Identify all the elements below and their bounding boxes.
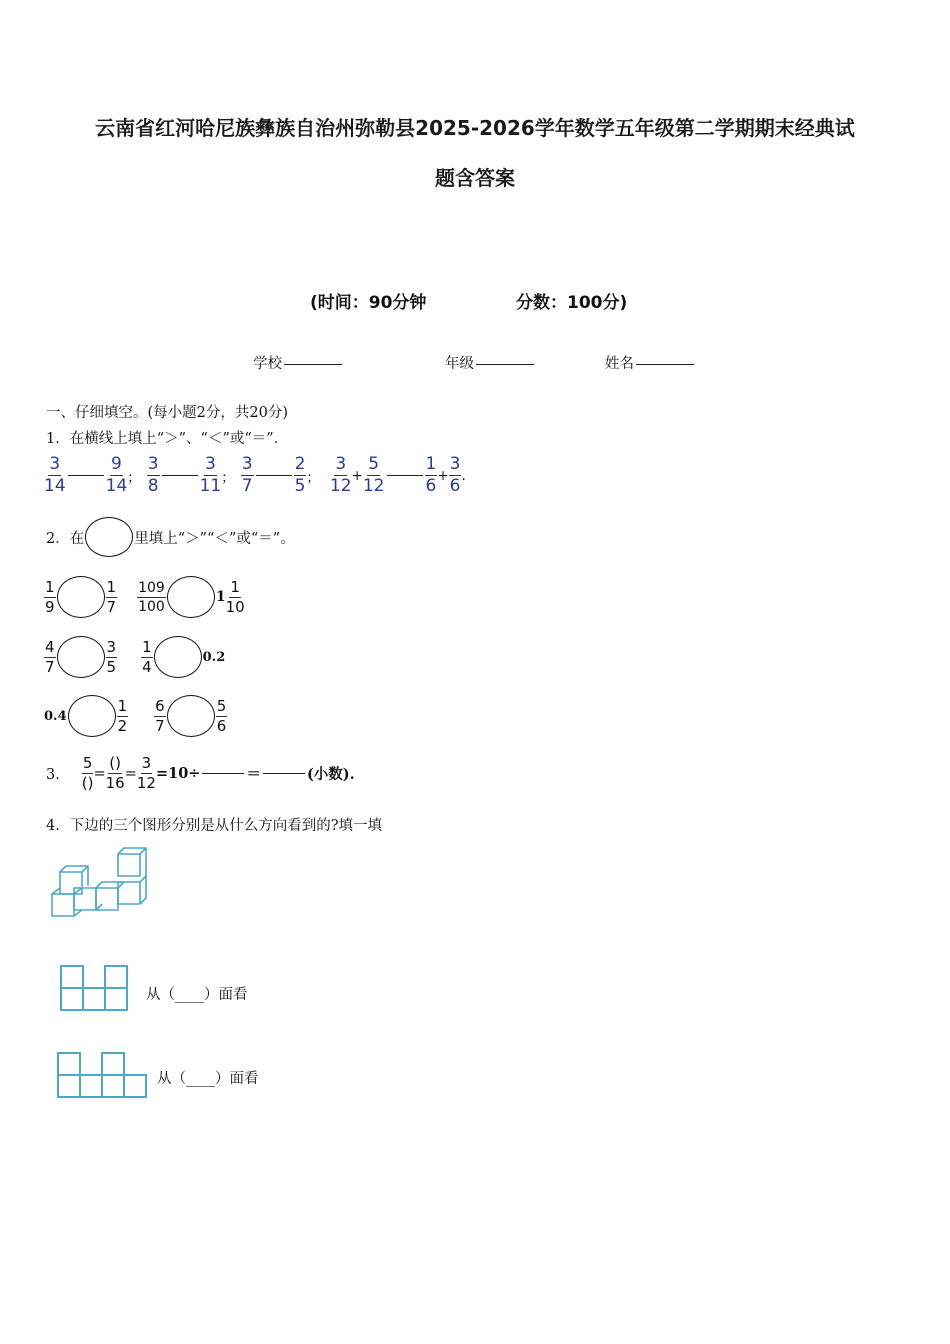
q1-fraction: $\frac{3}{12}$ (329, 454, 352, 496)
q3-fraction: $\frac{5}{()}$ (81, 754, 94, 792)
section1-heading: 一、仔细填空。(每小题2分，共20分) (46, 405, 288, 421)
q3-division: =10÷ (155, 765, 201, 782)
q3-blank-1[interactable] (202, 773, 244, 774)
q2-fraction: $\frac{1}{9}$ (45, 577, 55, 616)
q2-answer-oval[interactable] (154, 636, 202, 678)
q1-end: . (461, 467, 466, 484)
q2-row-2 (44, 636, 225, 678)
view-2-answer[interactable]: 从（____）面看 (157, 1071, 259, 1087)
q2-fraction: $\frac{3}{5}$ (106, 637, 117, 676)
document-title-line2: 题含答案 (435, 166, 515, 190)
q2-decimal: 0.4 (44, 708, 67, 724)
q3-fraction: $\frac{3}{12}$ (136, 754, 156, 792)
q1-fraction: $\frac{2}{5}$ (294, 454, 306, 496)
q2-fraction: $\frac{1}{4}$ (142, 637, 152, 676)
q1-blank-4[interactable] (387, 475, 423, 476)
q4-label: 4．下边的三个图形分别是从什么方向看到的?填一填 (46, 818, 382, 834)
q3-fraction: $\frac{()}{16}$ (105, 754, 125, 792)
q2-row-1 (44, 576, 245, 618)
name-label: 姓名 (605, 356, 634, 372)
q1-fraction: $\frac{3}{8}$ (147, 454, 159, 496)
q1-plus: + (351, 467, 363, 484)
q1-blank-3[interactable] (256, 475, 292, 476)
school-label: 学校 (253, 356, 282, 372)
q1-blank-1[interactable] (68, 475, 104, 476)
q1-fraction: $\frac{1}{6}$ (425, 454, 437, 496)
q3-blank-2[interactable] (263, 773, 305, 774)
q1-fraction: $\frac{3}{11}$ (199, 454, 222, 496)
q3-equals-2: ＝ (246, 766, 261, 783)
q2-answer-oval[interactable] (57, 636, 105, 678)
q2-answer-oval[interactable] (57, 576, 105, 618)
q2-answer-oval[interactable] (167, 576, 215, 618)
q2-whole: 1 (215, 589, 226, 605)
circle-symbol-icon (85, 517, 133, 557)
q2-fraction: $\frac{5}{6}$ (216, 696, 227, 735)
q1-separator: ； (221, 469, 235, 486)
q1-fraction: $\frac{5}{12}$ (362, 454, 385, 496)
exam-score: 分数：100分) (516, 293, 628, 313)
q3-label: 3． (46, 767, 70, 783)
q2-fraction: $\frac{1}{10}$ (225, 577, 245, 616)
view-figure-2 (55, 1050, 151, 1100)
q2-answer-oval[interactable] (167, 695, 215, 737)
q2-decimal: 0.2 (202, 649, 226, 665)
exam-time: (时间：90分钟 (310, 293, 427, 313)
q1-plus: + (437, 467, 449, 484)
q3-equals: = (93, 765, 106, 782)
q1-expressions (44, 456, 466, 495)
cube-face (118, 854, 140, 876)
q2-fraction: $\frac{4}{7}$ (45, 637, 55, 676)
q1-fraction: $\frac{9}{14}$ (105, 454, 128, 496)
q2-fraction: $\frac{109}{100}$ (138, 579, 165, 615)
grade-blank[interactable] (476, 364, 534, 365)
grade-label: 年级 (445, 356, 474, 372)
name-blank[interactable] (636, 364, 694, 365)
q3-equals: = (124, 765, 137, 782)
q1-label: 1．在横线上填上“＞”、“＜”或“＝”． (46, 431, 289, 447)
q2-fraction: $\frac{1}{2}$ (117, 696, 128, 735)
view-1-answer[interactable]: 从（____）面看 (146, 987, 248, 1003)
q1-blank-2[interactable] (162, 475, 198, 476)
q2-row-3 (44, 695, 227, 737)
q2-answer-oval[interactable] (68, 695, 116, 737)
q2-fraction: $\frac{1}{7}$ (106, 577, 117, 616)
q3-expression (46, 756, 355, 791)
q1-fraction: $\frac{3}{6}$ (449, 454, 461, 496)
q1-separator: ； (306, 469, 320, 486)
document-title-line1: 云南省红河哈尼族彝族自治州弥勒县2025-2026学年数学五年级第二学期期末经典试 (95, 116, 855, 140)
q1-fraction: $\frac{3}{14}$ (44, 454, 66, 496)
school-field[interactable] (253, 352, 344, 373)
q2-fraction: $\frac{6}{7}$ (155, 696, 165, 735)
q3-decimal-note: (小数). (306, 766, 355, 783)
cube-face (52, 894, 74, 916)
grade-field[interactable] (445, 352, 536, 373)
name-field[interactable] (605, 352, 696, 373)
view-figure-1 (58, 962, 130, 1014)
q1-fraction: $\frac{3}{7}$ (241, 454, 253, 496)
cube-stack-figure (46, 846, 156, 922)
q2-label: 2．在 里填上“＞”“＜”或“＝”。 (46, 517, 295, 557)
school-blank[interactable] (284, 364, 342, 365)
q1-separator: ； (127, 469, 141, 486)
